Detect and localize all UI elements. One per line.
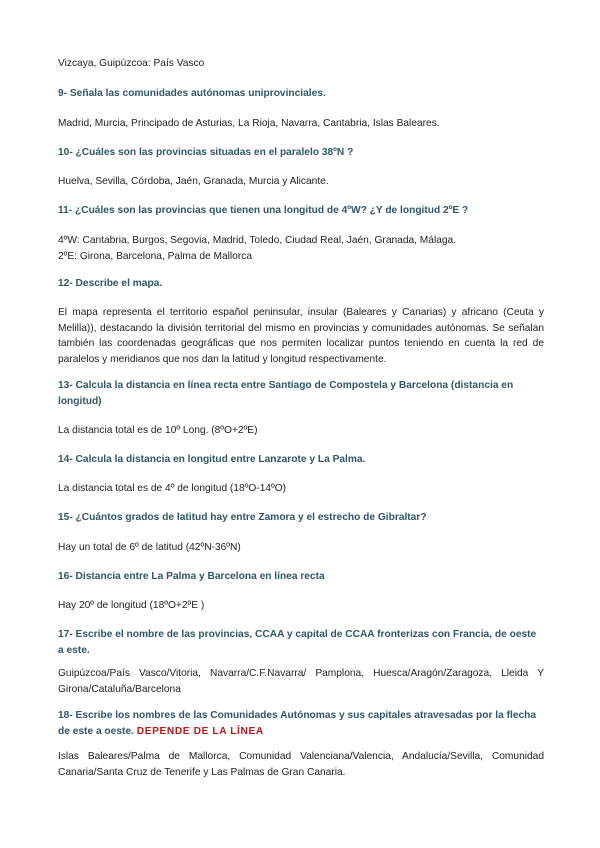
answer-15: [58, 540, 544, 556]
top-line: [58, 56, 544, 72]
question-17: 17- Escribe el nombre de las provincias, CCAA y capital de CCAA fronterizas con Francia, de oeste a este.: [58, 629, 537, 656]
answer-15-line-1: Hay un total de 6º de latitud (42ºN-36ºN): [58, 542, 241, 553]
question-18: [58, 708, 544, 739]
answer-14-line-1: La distancia total es de 4º de longitud (18ºO-14ºO): [58, 483, 287, 494]
question-14: 14- Calcula la distancia en longitud entre Lanzarote y La Palma.: [58, 454, 366, 465]
answer-11: [58, 233, 544, 264]
answer-11-line-1: 4ºW: Cantabria, Burgos, Segovia, Madrid, Toledo, Ciudad Real, Jaén, Granada, Málaga.: [58, 235, 457, 246]
answer-14: [58, 481, 544, 497]
question-12: 12- Describe el mapa.: [58, 278, 163, 289]
answer-9-line-1: Madrid, Murcia, Principado de Asturias, La Rioja, Navarra, Cantabria, Islas Baleares.: [58, 118, 440, 129]
answer-18: [58, 749, 544, 780]
question-11: 11- ¿Cuáles son las provincias que tienen una longitud de 4ºW? ¿Y de longitud 2ºE ?: [58, 205, 469, 216]
answer-16: [58, 598, 544, 614]
answer-18-paragraph: Islas Baleares/Palma de Mallorca, Comunidad Valenciana/Valencia, Andalucía/Sevilla, Comunidad Canaria/Santa Cruz de Tenerife y Las Palmas de Gran Canaria.: [58, 751, 544, 778]
question-16: 16- Distancia entre La Palma y Barcelona en línea recta: [58, 571, 325, 582]
answer-9: [58, 116, 544, 132]
question-18-highlight: DEPENDE DE LA LÍNEA: [136, 725, 264, 737]
answer-12: [58, 305, 544, 367]
question-15: 15- ¿Cuántos grados de latitud hay entre Zamora y el estrecho de Gibraltar?: [58, 512, 427, 523]
question-18-text: 18- Escribe los nombres de las Comunidades Autónomas y sus capitales atravesadas por la flecha de este a oeste.: [58, 710, 537, 737]
top-line-text: Vizcaya, Guipúzcoa: País Vasco: [58, 58, 205, 69]
answer-17-paragraph: Guipúzcoa/País Vasco/Vitoria, Navarra/C.F.Navarra/ Pamplona, Huesca/Aragón/Zaragoza, Lleida Y Girona/Cataluña/Barcelona: [58, 668, 544, 695]
answer-16-line-1: Hay 20º de longitud (18ºO+2ºE ): [58, 600, 205, 611]
answer-12-paragraph: El mapa representa el territorio español peninsular, insular (Baleares y Canarias) y africano (Ceuta y Melilla)), destacando la división territorial del mismo en provincias y comunidades autónomas. Se señalan también las coordenadas geográficas que nos permiten localizar puntos teniendo en cuenta la red de paralelos y meridianos que nos dan la latitud y longitud respectivamente.: [58, 307, 544, 365]
answer-10: [58, 174, 544, 190]
answer-13: [58, 423, 544, 439]
answer-11-line-2: 2ºE: Girona, Barcelona, Palma de Mallorca: [58, 250, 252, 262]
question-13: 13- Calcula la distancia en línea recta entre Santiago de Compostela y Barcelona (distancia en longitud): [58, 380, 514, 407]
question-10: 10- ¿Cuáles son las provincias situadas en el paralelo 38ºN ?: [58, 147, 354, 158]
answer-17: [58, 666, 544, 697]
question-9: 9- Señala las comunidades autónomas uniprovinciales.: [58, 88, 326, 99]
answer-13-line-1: La distancia total es de 10º Long. (8ºO+2ºE): [58, 425, 258, 436]
answer-10-line-1: Huelva, Sevilla, Córdoba, Jaén, Granada, Murcia y Alicante.: [58, 176, 329, 187]
